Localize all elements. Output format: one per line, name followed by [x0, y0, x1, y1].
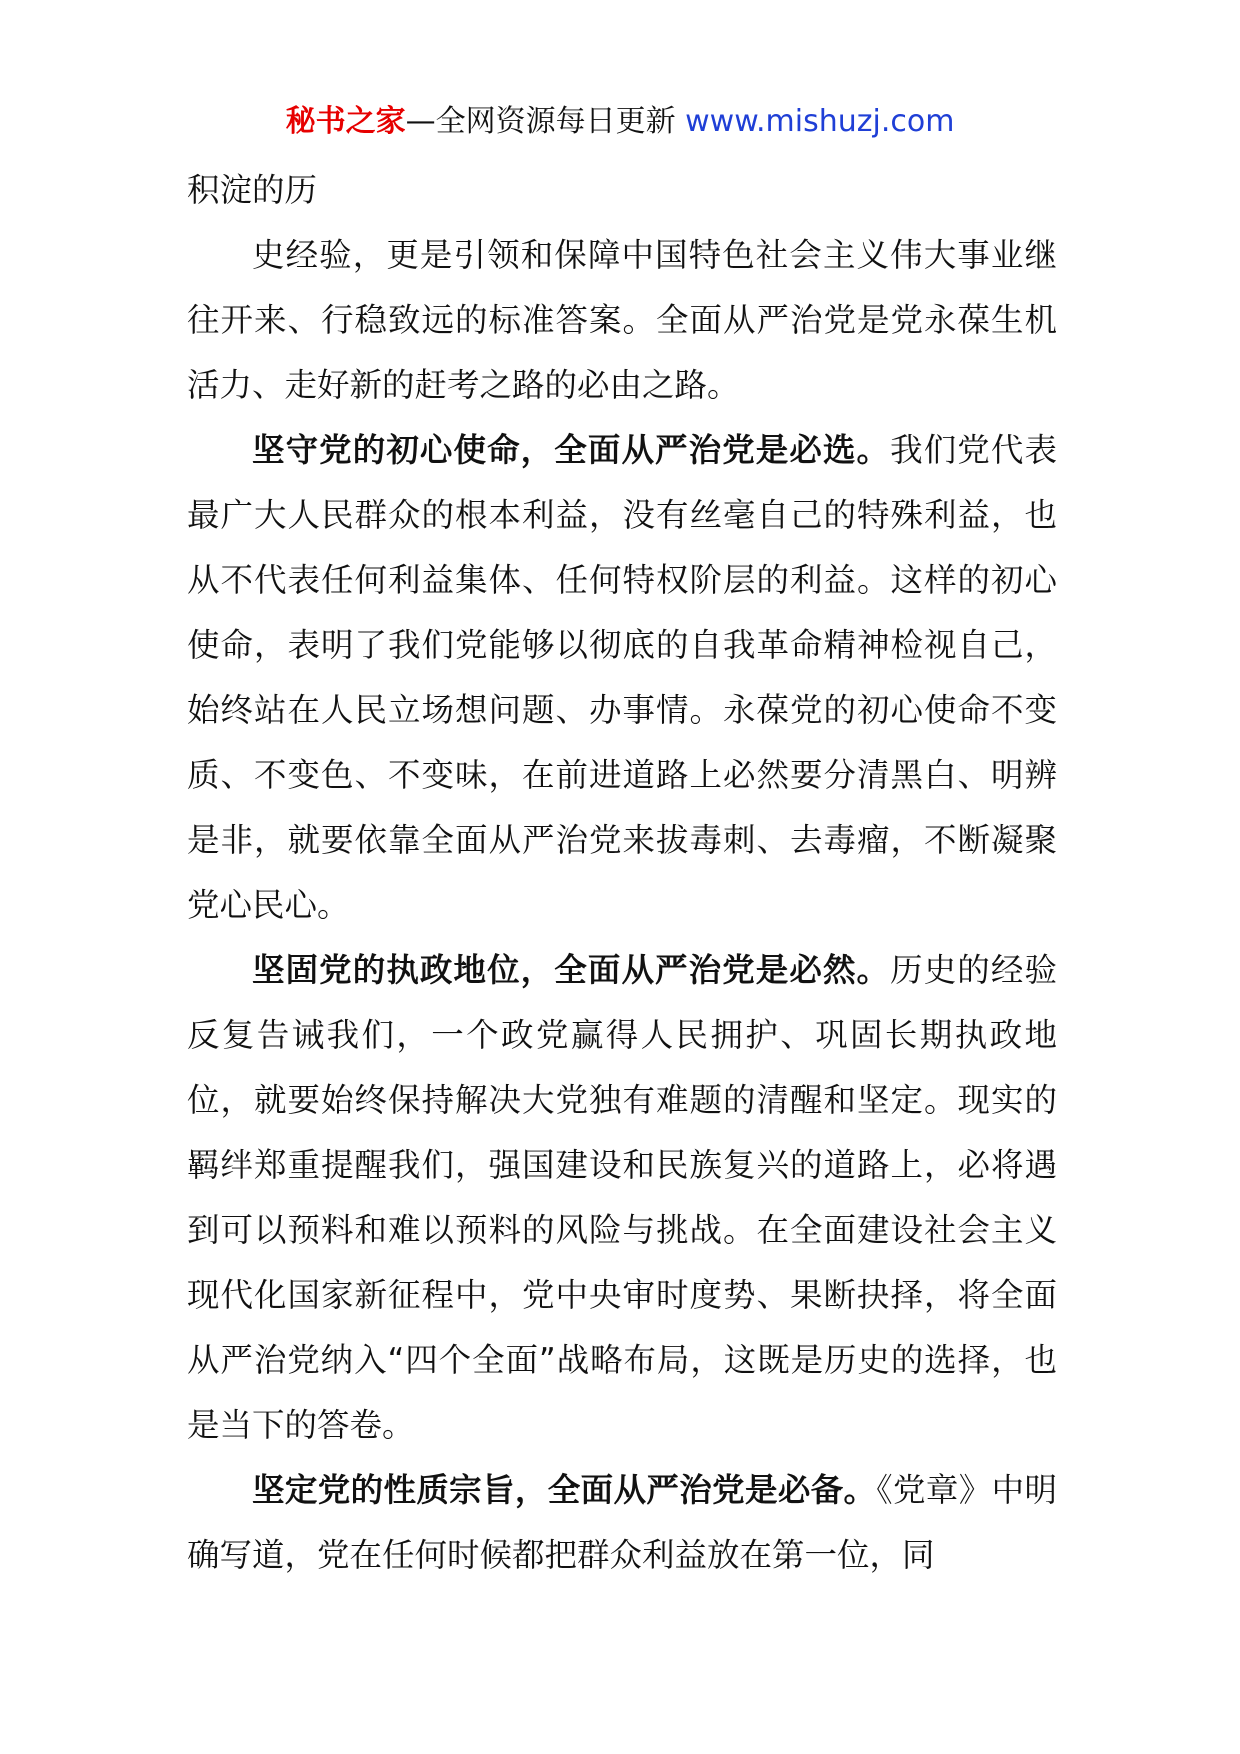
paragraph-text: 历史的经验反复告诫我们，一个政党赢得人民拥护、巩固长期执政地位，就要始终保持解决大党独有难题的清醒和坚定。现实的羁绊郑重提醒我们，强国建设和民族复兴的道路上，必将遇到可以预料和难以预料的风险与挑战。在全面建设社会主义现代化国家新征程中，党中央审时度势、果断抉择，将全面从严治党纳入“四个全面”战略布局，这既是历史的选择，也是当下的答卷。 — [187, 951, 1057, 1444]
page-header — [0, 100, 1240, 144]
paragraph-4 — [187, 938, 1057, 1458]
paragraph-3 — [187, 418, 1057, 938]
paragraph-lead: 坚守党的初心使命，全面从严治党是必选。 — [252, 431, 891, 469]
paragraph-text: 《党章》中明确写道，党在任何时候都把群众利益放在第一位，同 — [187, 1471, 1057, 1574]
paragraph-lead: 坚固党的执政地位，全面从严治党是必然。 — [252, 951, 891, 989]
header-brand: 秘书之家 — [285, 104, 406, 139]
document-body — [187, 158, 1057, 1588]
paragraph-5 — [187, 1458, 1057, 1588]
paragraph-1 — [187, 158, 1057, 223]
paragraph-text: 积淀的历 — [187, 171, 318, 209]
header-tagline: —全网资源每日更新 — [405, 104, 676, 139]
paragraph-2 — [187, 223, 1057, 418]
paragraph-lead: 坚定党的性质宗旨，全面从严治党是必备。 — [252, 1471, 877, 1509]
paragraph-text: 史经验，更是引领和保障中国特色社会主义伟大事业继往开来、行稳致远的标准答案。全面从严治党是党永葆生机活力、走好新的赶考之路的必由之路。 — [187, 236, 1057, 404]
header-url[interactable]: www.mishuzj.com — [685, 104, 955, 139]
paragraph-text: 我们党代表最广大人民群众的根本利益，没有丝毫自己的特殊利益，也从不代表任何利益集体、任何特权阶层的利益。这样的初心使命，表明了我们党能够以彻底的自我革命精神检视自己，始终站在人民立场想问题、办事情。永葆党的初心使命不变质、不变色、不变味，在前进道路上必然要分清黑白、明辨是非，就要依靠全面从严治党来拔毒刺、去毒瘤，不断凝聚党心民心。 — [187, 431, 1057, 924]
